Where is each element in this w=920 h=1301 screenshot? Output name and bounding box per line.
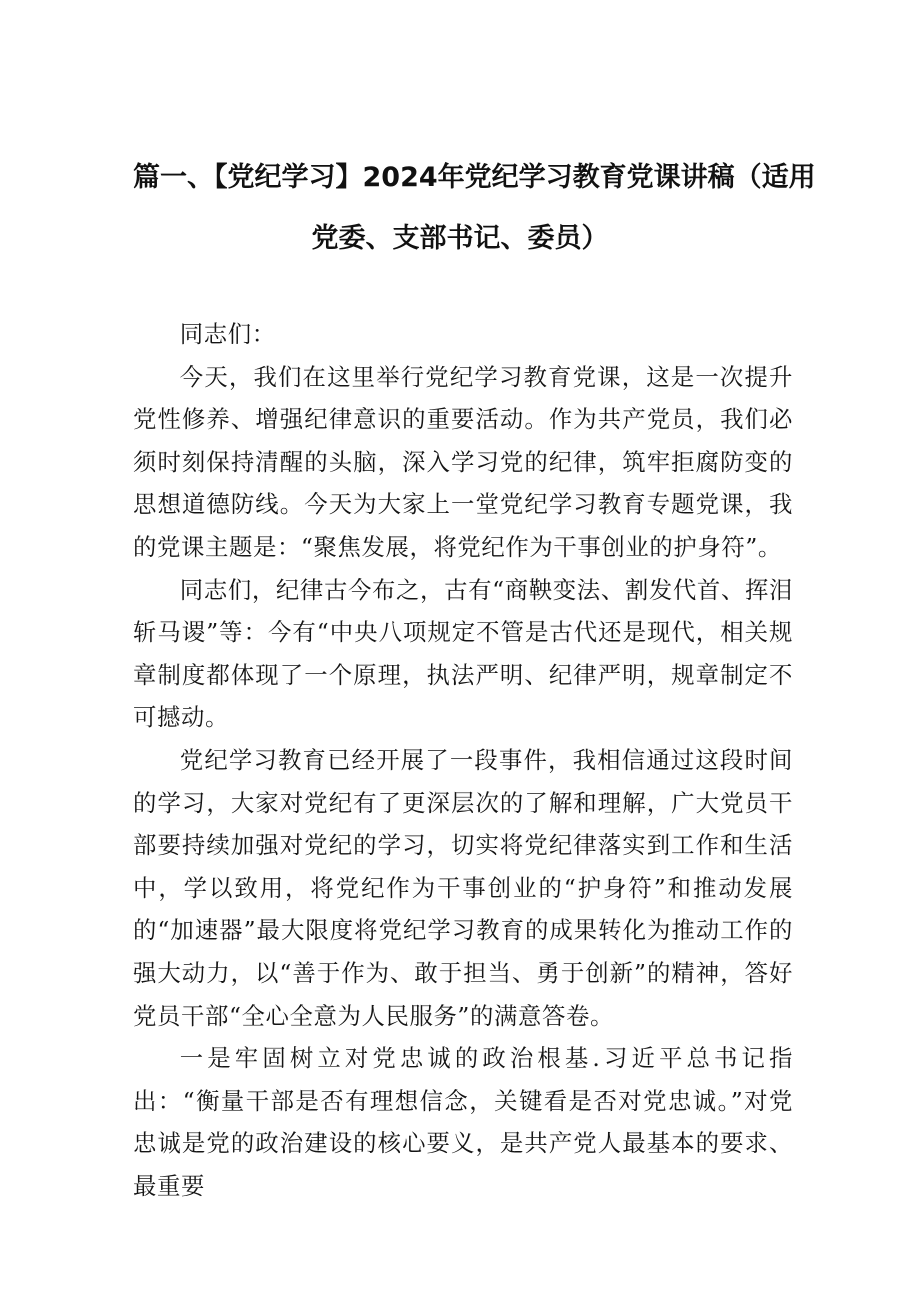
document-title-line-1: 篇一、【党纪学习】2024年党纪学习教育党课讲稿（适用 <box>133 162 816 193</box>
body-paragraph: 党纪学习教育已经开展了一段事件，我相信通过这段时间的学习，大家对党纪有了更深层次的了解和理解，广大党员干部要持续加强对党纪的学习，切实将党纪律落实到工作和生活中，学以致用，将党纪作为干事创业的“护身符”和推动发展的“加速器”最大限度将党纪学习教育的成果转化为推动工作的强大动力，以“善于作为、敢于担当、勇于创新”的精神，答好党员干部“全心全意为人民服务”的满意答卷。 <box>133 745 793 1030</box>
document-body <box>133 313 793 1207</box>
body-paragraph: 今天，我们在这里举行党纪学习教育党课，这是一次提升党性修养、增强纪律意识的重要活动。作为共产党员，我们必须时刻保持清醒的头脑，深入学习党的纪律，筑牢拒腐防变的思想道德防线。今天为大家上一堂党纪学习教育专题党课，我的党课主题是：“聚焦发展，将党纪作为干事创业的护身符”。 <box>133 362 793 561</box>
document-title-line-2: 党委、支部书记、委员） <box>311 223 609 254</box>
salutation-paragraph: 同志们： <box>179 320 276 348</box>
body-paragraph: 同志们，纪律古今布之，古有“商鞅变法、割发代首、挥泪斩马谡”等：今有“中央八项规定不管是古代还是现代，相关规章制度都体现了一个原理，执法严明、纪律严明，规章制定不可撼动。 <box>133 575 793 732</box>
body-paragraph: 一是牢固树立对党忠诚的政治根基.习近平总书记指出：“衡量干部是否有理想信念，关键看是否对党忠诚。”对党忠诚是党的政治建设的核心要义，是共产党人最基本的要求、最重要 <box>133 1044 793 1200</box>
